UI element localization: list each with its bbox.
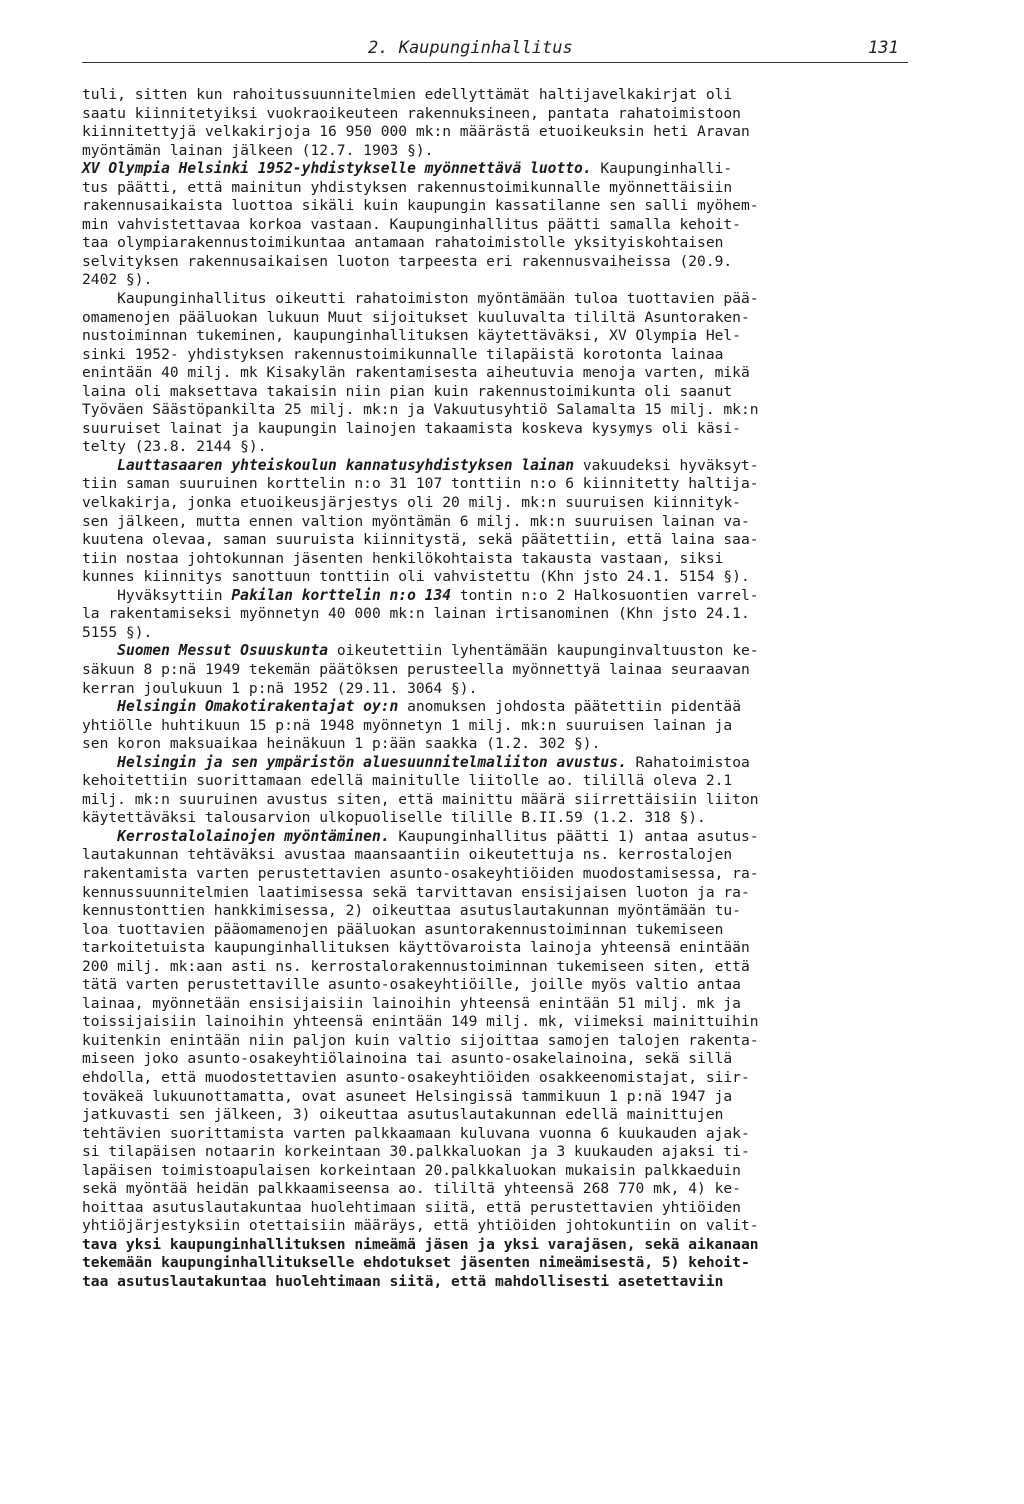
- text-line: [82, 587, 912, 606]
- text-span: sinki 1952- yhdistyksen rakennustoimikunnalle tilapäistä korotonta lainaa: [82, 345, 724, 363]
- section-heading: Helsingin Omakotirakentajat oy:n: [117, 698, 399, 716]
- text-line: [82, 995, 912, 1014]
- text-span: tava yksi kaupunginhallituksen nimeämä jäsen ja yksi varajäsen, sekä aikanaan: [82, 1235, 759, 1253]
- text-span: hoittaa asutuslautakuntaa huolehtimaan siitä, että perustettavien yhtiöiden: [82, 1198, 741, 1216]
- text-line: [82, 939, 912, 958]
- text-span: Työväen Säästöpankilta 25 milj. mk:n ja Vakuutusyhtiö Salamalta 15 milj. mk:n: [82, 401, 759, 419]
- page-number: 131: [868, 38, 899, 58]
- text-line: [82, 791, 912, 810]
- text-span: 5155 §).: [82, 623, 153, 641]
- text-span: tätä varten perustettaville asunto-osakeyhtiöille, joille myös valtio antaa: [82, 976, 741, 994]
- text-span: oikeutettiin lyhentämään kaupunginvaltuuston ke-: [328, 642, 759, 660]
- text-span: tehtävien suorittamista varten palkkaamaan kuluvana vuonna 6 kuukauden ajak-: [82, 1124, 750, 1142]
- text-line: [82, 1180, 912, 1199]
- text-line: [82, 976, 912, 995]
- text-line: [82, 902, 912, 921]
- text-line: [82, 1088, 912, 1107]
- text-line: [82, 142, 912, 161]
- text-span: laina oli maksettava takaisin niin pian kuin rakennustoimikunta oli saanut: [82, 382, 733, 400]
- text-span: milj. mk:n suuruinen avustus siten, että mainittu määrä siirrettäisiin liiton: [82, 790, 759, 808]
- text-line: [82, 309, 912, 328]
- text-line: [82, 1254, 912, 1273]
- text-line: [82, 1199, 912, 1218]
- running-header: [0, 34, 1024, 64]
- text-span: kiinnitettyjä velkakirjoja 16 950 000 mk:n määrästä etuoikeuksin heti Aravan: [82, 123, 750, 141]
- text-span: sekä myöntää heidän palkkaamiseensa ao. tililtä yhteensä 268 770 mk, 4) ke-: [82, 1180, 741, 1198]
- text-line: [82, 568, 912, 587]
- text-line: [82, 346, 912, 365]
- text-line: [82, 754, 912, 773]
- text-span: velkakirja, jonka etuoikeusjärjestys oli 20 milj. mk:n suuruisen kiinnityk-: [82, 494, 741, 512]
- text-span: tontin n:o 2 Halkosuontien varrel-: [451, 586, 759, 604]
- text-span: sen koron maksuaikaa heinäkuun 1 p:ään saakka (1.2. 302 §).: [82, 735, 601, 753]
- text-line: [82, 550, 912, 569]
- header-rule: [82, 62, 908, 63]
- text-line: [82, 1032, 912, 1051]
- text-span: kuutena olevaa, saman suuruista kiinnitystä, sekä päätettiin, että laina saa-: [82, 531, 759, 549]
- text-span: käytettäväksi talousarvion ulkopuoliselle tilille B.II.59 (1.2. 318 §).: [82, 809, 706, 827]
- text-span: lautakunnan tehtäväksi avustaa maansaantiin oikeutettuja ns. kerrostalojen: [82, 846, 733, 864]
- text-line: [82, 179, 912, 198]
- text-line: [82, 1125, 912, 1144]
- text-span: miseen joko asunto-osakeyhtiölainoina tai asunto-osakelainoina, sekä sillä: [82, 1050, 733, 1068]
- text-span: kehoitettiin suorittamaan edellä mainitulle liitolle ao. tilillä oleva 2.1: [82, 772, 733, 790]
- text-span: loa tuottavien pääomamenojen pääluokan asuntorakennustoiminnan tukemiseen: [82, 920, 724, 938]
- text-span: [82, 457, 117, 474]
- text-span: Kaupunginhallitus päätti 1) antaa asutus-: [389, 827, 759, 845]
- section-heading: Pakilan korttelin n:o 134: [231, 586, 452, 604]
- text-line: [82, 401, 912, 420]
- text-span: tiin saman suuruinen korttelin n:o 31 107 tonttiin n:o 6 kiinnitetty haltija-: [82, 475, 759, 493]
- text-line: [82, 271, 912, 290]
- text-line: [82, 364, 912, 383]
- text-span: kerran joulukuun 1 p:nä 1952 (29.11. 3064 §).: [82, 679, 478, 697]
- text-line: [82, 531, 912, 550]
- section-heading: Helsingin ja sen ympäristön aluesuunnitelmaliiton avustus.: [117, 753, 627, 771]
- text-span: kunnes kiinnitys sanottuun tonttiin oli vahvistettu (Khn jsto 24.1. 5154 §).: [82, 568, 750, 586]
- text-span: anomuksen johdosta päätettiin pidentää: [398, 698, 741, 716]
- text-line: [82, 1069, 912, 1088]
- text-span: la rakentamiseksi myönnetyn 40 000 mk:n lainan irtisanominen (Khn jsto 24.1.: [82, 605, 750, 623]
- text-span: enintään 40 milj. mk Kisakylän rakentamisesta aiheutuvia menoja varten, mikä: [82, 364, 750, 382]
- text-line: [82, 680, 912, 699]
- text-line: [82, 105, 912, 124]
- text-line: [82, 1236, 912, 1255]
- text-span: min vahvistettavaa korkoa vastaan. Kaupunginhallitus päätti samalla kehoit-: [82, 215, 741, 233]
- text-line: [82, 86, 912, 105]
- text-line: [82, 1106, 912, 1125]
- text-span: kuitenkin enintään niin paljon kuin valtio sijoittaa samojen talojen rakenta-: [82, 1031, 759, 1049]
- text-span: saatu kiinnitetyiksi vuokraoikeuteen rakennuksineen, pantata rahatoimistoon: [82, 104, 741, 122]
- text-span: [82, 828, 117, 845]
- text-span: jatkuvasti sen jälkeen, 3) oikeuttaa asutuslautakunnan edellä mainittujen: [82, 1106, 724, 1124]
- text-span: kennussuunnitelmien laatimisessa sekä tarvittavan ensisijaisen luoton ja ra-: [82, 883, 750, 901]
- section-heading: XV Olympia Helsinki 1952-yhdistykselle myönnettävä luotto.: [82, 160, 592, 178]
- text-line: [82, 846, 912, 865]
- text-span: Kaupunginhallitus oikeutti rahatoimiston myöntämään tuloa tuottavien pää-: [82, 290, 759, 308]
- text-span: yhtiöjärjestyksiin otettaisiin määräys, että yhtiöiden johtokuntiin on valit-: [82, 1217, 759, 1235]
- text-span: 200 milj. mk:aan asti ns. kerrostalorakennustoiminnan tukemiseen siten, että: [82, 957, 750, 975]
- text-span: vakuudeksi hyväksyt-: [574, 456, 759, 474]
- text-span: ehdolla, että muodostettavien asunto-osakeyhtiöiden osakkeenomistajat, siir-: [82, 1068, 750, 1086]
- text-span: toissijaisiin lainoihin yhteensä enintään 149 milj. mk, viimeksi mainittuihin: [82, 1013, 759, 1031]
- text-line: [82, 624, 912, 643]
- text-line: [82, 123, 912, 142]
- text-span: kennustonttien hankkimisessa, 2) oikeuttaa asutuslautakunnan myöntämään tu-: [82, 902, 741, 920]
- text-line: [82, 1162, 912, 1181]
- text-span: tus päätti, että mainitun yhdistyksen rakennustoimikunnalle myönnettäisiin: [82, 178, 733, 196]
- text-line: [82, 253, 912, 272]
- text-line: [82, 1013, 912, 1032]
- text-line: [82, 1050, 912, 1069]
- text-span: tekemään kaupunginhallitukselle ehdotukset jäsenten nimeämisestä, 5) kehoit-: [82, 1254, 750, 1272]
- text-span: rakennusaikaista luottoa sikäli kuin kaupungin kassatilanne sen salli myöhem-: [82, 197, 759, 215]
- text-span: [82, 642, 117, 659]
- text-line: [82, 420, 912, 439]
- text-span: omamenojen pääluokan lukuun Muut sijoitukset kuuluvalta tililtä Asuntoraken-: [82, 308, 750, 326]
- text-span: [82, 698, 117, 715]
- body-text: [82, 86, 912, 1292]
- text-line: [82, 383, 912, 402]
- text-line: [82, 772, 912, 791]
- text-span: nustoiminnan tukeminen, kaupunginhallituksen käytettäväksi, XV Olympia Hel-: [82, 327, 741, 345]
- text-line: [82, 1143, 912, 1162]
- text-line: [82, 735, 912, 754]
- text-line: [82, 809, 912, 828]
- text-span: si tilapäisen notaarin korkeintaan 30.palkkaluokan ja 3 kuukauden ajaksi ti-: [82, 1143, 750, 1161]
- text-line: [82, 642, 912, 661]
- text-line: [82, 290, 912, 309]
- text-span: taa asutuslautakuntaa huolehtimaan siitä, että mahdollisesti asetettaviin: [82, 1273, 724, 1290]
- text-line: [82, 197, 912, 216]
- text-line: [82, 884, 912, 903]
- text-line: [82, 327, 912, 346]
- header-title: 2. Kaupunginhallitus: [368, 38, 573, 58]
- text-span: suuruiset lainat ja kaupungin lainojen takaamista koskeva kysymys oli käsi-: [82, 419, 741, 437]
- text-span: toväkeä lukuunottamatta, ovat asuneet Helsingissä tammikuun 1 p:nä 1947 ja: [82, 1087, 733, 1105]
- text-line: [82, 828, 912, 847]
- text-span: yhtiölle huhtikuun 15 p:nä 1948 myönnetyn 1 milj. mk:n suuruisen lainan ja: [82, 716, 733, 734]
- text-span: 2402 §).: [82, 271, 153, 289]
- text-span: tiin nostaa johtokunnan jäsenten henkilökohtaista takausta vastaan, siksi: [82, 549, 724, 567]
- text-line: [82, 160, 912, 179]
- text-span: sen jälkeen, mutta ennen valtion myöntämän 6 milj. mk:n suuruisen lainan va-: [82, 512, 750, 530]
- text-span: tarkoitetuista kaupunginhallituksen käyttövaroista lainoja yhteensä enintään: [82, 939, 750, 957]
- text-line: [82, 1273, 912, 1292]
- text-line: [82, 438, 912, 457]
- text-span: säkuun 8 p:nä 1949 tekemän päätöksen perusteella myönnettyä lainaa seuraavan: [82, 660, 750, 678]
- text-line: [82, 494, 912, 513]
- text-line: [82, 513, 912, 532]
- text-line: [82, 661, 912, 680]
- text-line: [82, 1217, 912, 1236]
- text-line: [82, 865, 912, 884]
- text-span: Hyväksyttiin: [82, 586, 232, 604]
- text-line: [82, 605, 912, 624]
- text-span: [82, 754, 117, 771]
- text-line: [82, 234, 912, 253]
- section-heading: Kerrostalolainojen myöntäminen.: [117, 827, 390, 845]
- text-line: [82, 475, 912, 494]
- text-span: Rahatoimistoa: [626, 753, 750, 771]
- text-line: [82, 958, 912, 977]
- section-heading: Suomen Messut Osuuskunta: [117, 642, 329, 660]
- text-line: [82, 717, 912, 736]
- text-span: myöntämän lainan jälkeen (12.7. 1903 §).: [82, 141, 434, 159]
- text-span: telty (23.8. 2144 §).: [82, 438, 267, 456]
- section-heading: Lauttasaaren yhteiskoulun kannatusyhdistyksen lainan: [117, 456, 575, 474]
- text-span: rakentamista varten perustettavien asunto-osakeyhtiöiden muodostamisessa, ra-: [82, 864, 759, 882]
- text-span: tuli, sitten kun rahoitussuunnitelmien edellyttämät haltijavelkakirjat oli: [82, 86, 733, 103]
- text-span: Kaupunginhalli-: [591, 160, 733, 178]
- text-span: lapäisen toimistoapulaisen korkeintaan 20.palkkaluokan mukaisin palkkaeduin: [82, 1161, 741, 1179]
- text-line: [82, 457, 912, 476]
- text-span: lainaa, myönnetään ensisijaisiin lainoihin yhteensä enintään 51 milj. mk ja: [82, 994, 741, 1012]
- text-span: selvityksen rakennusaikaisen luoton tarpeesta eri rakennusvaiheissa (20.9.: [82, 252, 733, 270]
- text-line: [82, 698, 912, 717]
- text-span: taa olympiarakennustoimikuntaa antamaan rahatoimistolle yksityiskohtaisen: [82, 234, 724, 252]
- text-line: [82, 216, 912, 235]
- text-line: [82, 921, 912, 940]
